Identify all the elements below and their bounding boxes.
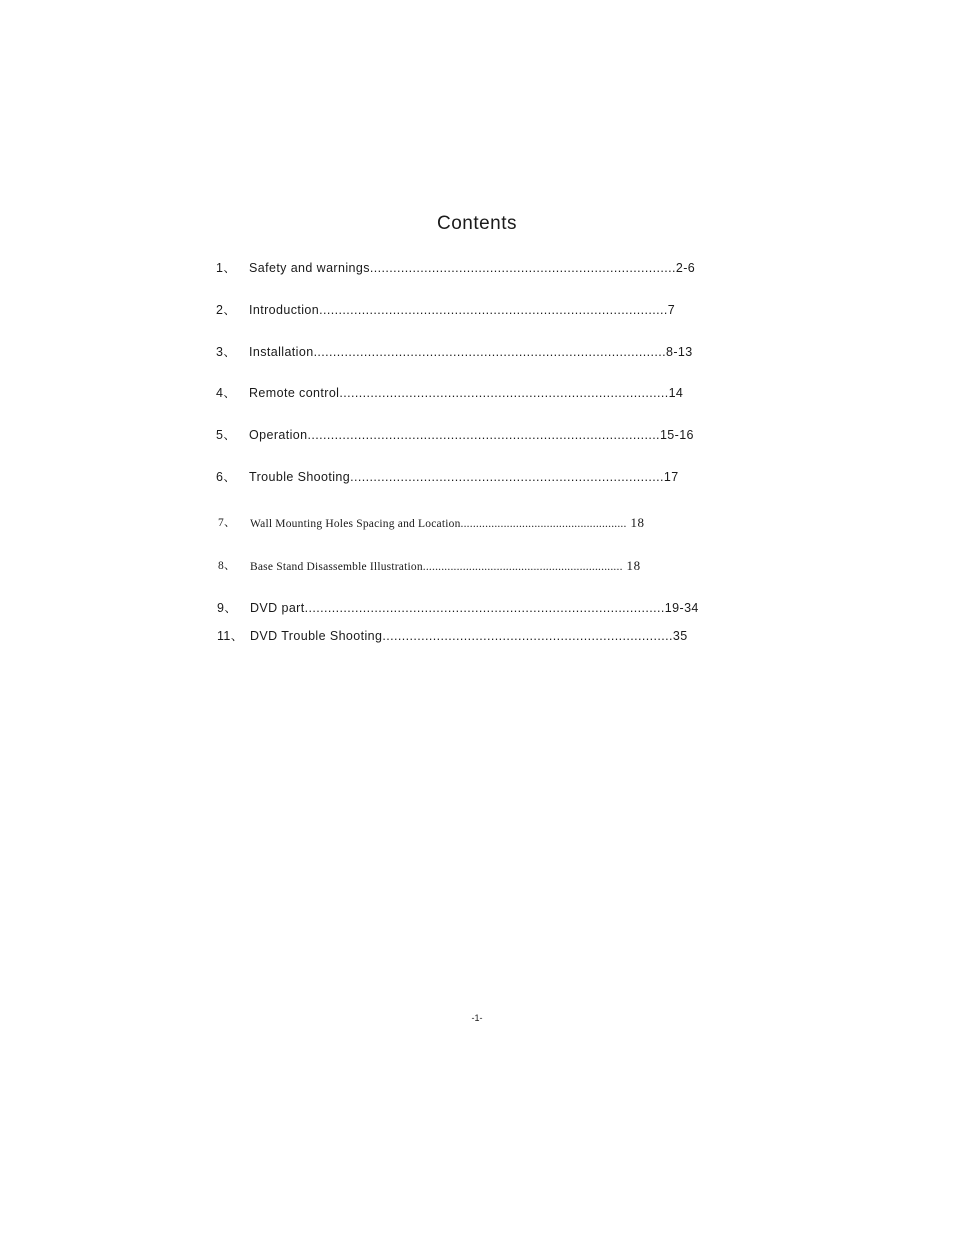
- toc-entry-title: Remote control: [249, 386, 340, 400]
- toc-entry-page: 18: [622, 558, 641, 573]
- toc-entry-title: Trouble Shooting: [249, 470, 351, 484]
- toc-entry-number: 5、: [216, 428, 237, 442]
- toc-leader-dots: ...........................................................................................: [307, 428, 660, 442]
- toc-leader-dots: .................................................................: [422, 561, 623, 573]
- page-number: -1-: [471, 1013, 483, 1023]
- toc-entry-page: 35: [672, 629, 688, 643]
- toc-entry-title: Wall Mounting Holes Spacing and Location: [250, 518, 461, 530]
- toc-entry-number: 6、: [216, 470, 237, 484]
- toc-entry-number: 8、: [218, 560, 236, 572]
- toc-entry-title: Installation: [249, 345, 314, 359]
- toc-entry-page: 19-34: [664, 601, 699, 615]
- toc-leader-dots: .................................................................................: [350, 470, 664, 484]
- toc-entry-number: 3、: [216, 345, 237, 359]
- toc-entry-page: 17: [663, 470, 679, 484]
- toc-entry-page: 7: [667, 303, 676, 317]
- toc-entry-page: 8-13: [666, 345, 693, 359]
- toc-leader-dots: ...............................................................................: [369, 261, 676, 275]
- toc-leader-dots: ......................................................: [460, 518, 627, 530]
- toc-entry-number: 9、: [217, 601, 238, 615]
- page-title: Contents: [436, 213, 518, 234]
- toc-leader-dots: .............................................................................................: [304, 601, 665, 615]
- toc-entry-page: 15-16: [659, 428, 694, 442]
- toc-entry-page: 14: [668, 386, 684, 400]
- toc-entry-title: Base Stand Disassemble Illustration: [250, 561, 423, 573]
- toc-entry-title: Safety and warnings: [249, 261, 370, 275]
- toc-entry-title: DVD part: [250, 601, 305, 615]
- toc-leader-dots: ...........................................................................: [382, 629, 673, 643]
- toc-entry-page: 18: [626, 515, 645, 530]
- toc-entry-title: DVD Trouble Shooting: [250, 629, 383, 643]
- toc-entry-page: 2-6: [675, 261, 696, 275]
- toc-leader-dots: ...........................................................................................: [313, 345, 666, 359]
- toc-leader-dots: .....................................................................................: [339, 386, 669, 400]
- toc-entry-title: Operation: [249, 428, 308, 442]
- toc-entry-title: Introduction: [249, 303, 320, 317]
- toc-entry-number: 2、: [216, 303, 237, 317]
- toc-entry-number: 1、: [216, 261, 237, 275]
- toc-entry-number: 11、: [217, 629, 244, 643]
- toc-entry-number: 7、: [218, 517, 236, 529]
- toc-entry-number: 4、: [216, 386, 237, 400]
- toc-leader-dots: ..........................................................................................: [319, 303, 668, 317]
